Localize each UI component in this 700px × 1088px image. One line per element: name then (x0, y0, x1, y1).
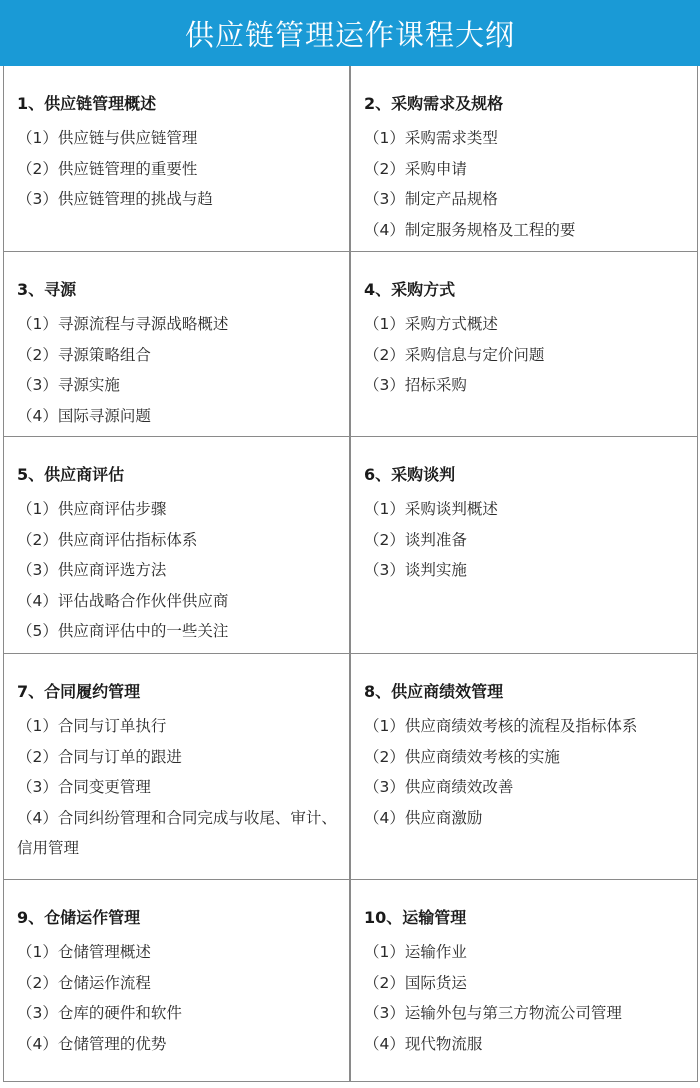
list-item: （2）采购申请 (364, 159, 467, 178)
section-title: 2、采购需求及规格 (364, 94, 504, 113)
list-item: （3）合同变更管理 (17, 778, 151, 796)
section-title: 6、采购谈判 (364, 465, 456, 484)
section-items (17, 123, 337, 215)
list-item: （1）供应商绩效考核的流程及指标体系 (364, 717, 638, 735)
section-items (17, 494, 337, 647)
section-title: 8、供应商绩效管理 (364, 682, 504, 701)
list-item: （1）供应商评估步骤 (17, 500, 167, 518)
section-items (17, 711, 337, 864)
section-card-1 (4, 66, 351, 252)
section-card-4 (351, 252, 697, 437)
section-items (364, 123, 685, 245)
section-title: 5、供应商评估 (17, 465, 125, 484)
list-item: （2）供应商绩效考核的实施 (364, 747, 560, 766)
list-item: （2）寻源策略组合 (17, 345, 151, 364)
section-items (17, 309, 337, 431)
list-item: （3）谈判实施 (364, 561, 467, 579)
list-item: （4）合同纠纷管理和合同完成与收尾、审计、信用管理 (17, 808, 337, 857)
list-item: （3）供应链管理的挑战与趋 (17, 190, 213, 208)
list-item: （4）供应商激励 (364, 808, 483, 827)
section-title: 7、合同履约管理 (17, 682, 141, 701)
section-card-9 (4, 880, 351, 1081)
section-items (364, 937, 685, 1059)
list-item: （3）运输外包与第三方物流公司管理 (364, 1004, 622, 1022)
list-item: （2）谈判准备 (364, 530, 467, 549)
list-item: （4）国际寻源问题 (17, 406, 151, 425)
section-card-2 (351, 66, 697, 252)
section-card-7 (4, 654, 351, 880)
list-item: （1）仓储管理概述 (17, 943, 151, 961)
list-item: （1）寻源流程与寻源战略概述 (17, 315, 229, 333)
section-title: 3、寻源 (17, 280, 77, 299)
list-item: （2）仓储运作流程 (17, 973, 151, 992)
list-item: （1）合同与订单执行 (17, 717, 167, 735)
list-item: （1）采购方式概述 (364, 315, 498, 333)
list-item: （2）合同与订单的跟进 (17, 747, 182, 766)
list-item: （4）制定服务规格及工程的要 (364, 220, 576, 239)
list-item: （3）供应商评选方法 (17, 561, 167, 579)
section-items (17, 937, 337, 1059)
section-items (364, 494, 685, 586)
title-banner (0, 0, 700, 66)
list-item: （2）国际货运 (364, 973, 467, 992)
section-card-8 (351, 654, 697, 880)
section-card-10 (351, 880, 697, 1081)
list-item: （4）仓储管理的优势 (17, 1034, 167, 1053)
section-title: 10、运输管理 (364, 908, 467, 927)
list-item: （1）采购谈判概述 (364, 500, 498, 518)
section-title: 1、供应链管理概述 (17, 94, 157, 113)
list-item: （4）现代物流服 (364, 1034, 483, 1053)
list-item: （3）寻源实施 (17, 376, 120, 394)
section-title: 4、采购方式 (364, 280, 456, 299)
list-item: （4）评估战略合作伙伴供应商 (17, 591, 229, 610)
section-title: 9、仓储运作管理 (17, 908, 141, 927)
section-items (364, 711, 685, 833)
outline-grid (3, 66, 698, 1082)
list-item: （3）招标采购 (364, 376, 467, 394)
section-items (364, 309, 685, 401)
section-card-3 (4, 252, 351, 437)
list-item: （2）供应商评估指标体系 (17, 530, 198, 549)
list-item: （3）制定产品规格 (364, 190, 498, 208)
list-item: （1）供应链与供应链管理 (17, 129, 198, 147)
section-card-6 (351, 437, 697, 654)
page-title: 供应链管理运作课程大纲 (184, 17, 515, 52)
list-item: （3）仓库的硬件和软件 (17, 1004, 182, 1022)
list-item: （5）供应商评估中的一些关注 (17, 622, 229, 640)
list-item: （1）采购需求类型 (364, 129, 498, 147)
list-item: （2）供应链管理的重要性 (17, 159, 198, 178)
section-card-5 (4, 437, 351, 654)
list-item: （1）运输作业 (364, 943, 467, 961)
list-item: （2）采购信息与定价问题 (364, 345, 545, 364)
list-item: （3）供应商绩效改善 (364, 778, 514, 796)
